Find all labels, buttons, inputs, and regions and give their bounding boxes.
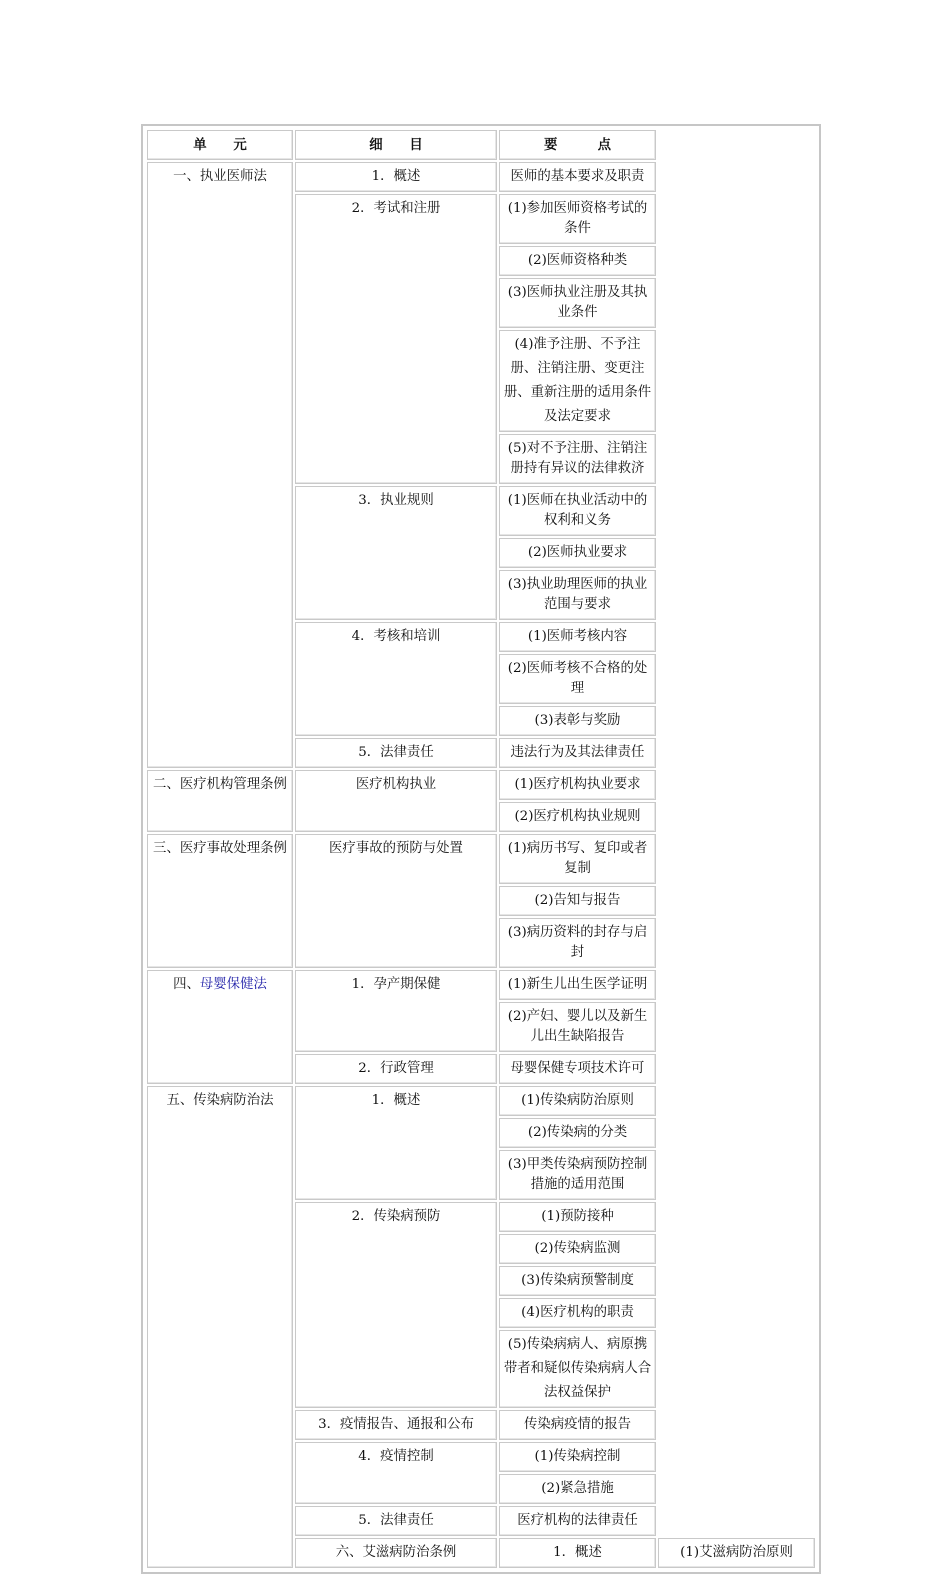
unit-cell: 一、执业医师法 [147, 162, 293, 768]
point-cell: (2)传染病监测 [499, 1234, 656, 1264]
point-cell: (1)预防接种 [499, 1202, 656, 1232]
point-cell: (3)病历资料的封存与启封 [499, 918, 656, 968]
header-detail: 细 目 [295, 130, 497, 160]
detail-cell: 5．法律责任 [295, 1506, 497, 1536]
point-cell: (2)产妇、婴儿以及新生儿出生缺陷报告 [499, 1002, 656, 1052]
unit-cell: 二、医疗机构管理条例 [147, 770, 293, 832]
detail-cell: 4．疫情控制 [295, 1442, 497, 1504]
point-cell: (1)参加医师资格考试的条件 [499, 194, 656, 244]
detail-cell: 2．考试和注册 [295, 194, 497, 484]
point-cell: (2)传染病的分类 [499, 1118, 656, 1148]
unit-cell: 五、传染病防治法 [147, 1086, 293, 1568]
point-cell: (1)传染病防治原则 [499, 1086, 656, 1116]
point-cell: (1)艾滋病防治原则 [658, 1538, 815, 1568]
header-row [147, 130, 815, 160]
detail-cell: 4．考核和培训 [295, 622, 497, 736]
header-point: 要 点 [499, 130, 656, 160]
table-row [147, 770, 815, 800]
detail-cell: 医疗机构执业 [295, 770, 497, 832]
point-cell: (4)医疗机构的职责 [499, 1298, 656, 1328]
point-cell: (3)传染病预警制度 [499, 1266, 656, 1296]
point-cell: (5)对不予注册、注销注册持有异议的法律救济 [499, 434, 656, 484]
point-cell: (1)传染病控制 [499, 1442, 656, 1472]
point-cell: (2)医师考核不合格的处理 [499, 654, 656, 704]
point-cell: (2)紧急措施 [499, 1474, 656, 1504]
point-cell: 医疗机构的法律责任 [499, 1506, 656, 1536]
syllabus-table [145, 128, 817, 1570]
point-cell: (2)医师执业要求 [499, 538, 656, 568]
point-cell: 母婴保健专项技术许可 [499, 1054, 656, 1084]
detail-cell: 5．法律责任 [295, 738, 497, 768]
point-cell: (3)表彰与奖励 [499, 706, 656, 736]
point-cell: (2)医师资格种类 [499, 246, 656, 276]
point-cell: (4)准予注册、不予注册、注销注册、变更注册、重新注册的适用条件及法定要求 [499, 330, 656, 432]
detail-cell: 1．概述 [295, 1086, 497, 1200]
point-cell: (2)医疗机构执业规则 [499, 802, 656, 832]
point-cell: (1)医疗机构执业要求 [499, 770, 656, 800]
detail-cell: 2．传染病预防 [295, 1202, 497, 1408]
unit-cell [147, 970, 293, 1084]
table-row [147, 1086, 815, 1116]
point-cell: (3)执业助理医师的执业范围与要求 [499, 570, 656, 620]
unit-prefix: 四、 [173, 977, 200, 992]
point-cell: (5)传染病病人、病原携带者和疑似传染病病人合法权益保护 [499, 1330, 656, 1408]
detail-cell: 1．孕产期保健 [295, 970, 497, 1052]
point-cell: (2)告知与报告 [499, 886, 656, 916]
point-cell: (1)新生儿出生医学证明 [499, 970, 656, 1000]
detail-cell: 3．执业规则 [295, 486, 497, 620]
syllabus-table-frame [141, 124, 821, 1574]
point-cell: 医师的基本要求及职责 [499, 162, 656, 192]
table-row [147, 970, 815, 1000]
header-unit: 单 元 [147, 130, 293, 160]
detail-cell: 3．疫情报告、通报和公布 [295, 1410, 497, 1440]
table-row [147, 834, 815, 884]
detail-cell: 医疗事故的预防与处置 [295, 834, 497, 968]
maternal-health-law-link[interactable]: 母婴保健法 [199, 977, 267, 992]
point-cell: 违法行为及其法律责任 [499, 738, 656, 768]
point-cell: (3)医师执业注册及其执业条件 [499, 278, 656, 328]
point-cell: (1)医师考核内容 [499, 622, 656, 652]
unit-cell: 六、艾滋病防治条例 [295, 1538, 497, 1568]
point-cell: (3)甲类传染病预防控制措施的适用范围 [499, 1150, 656, 1200]
detail-cell: 1．概述 [499, 1538, 656, 1568]
unit-cell: 三、医疗事故处理条例 [147, 834, 293, 968]
table-row [147, 162, 815, 192]
point-cell: (1)医师在执业活动中的权利和义务 [499, 486, 656, 536]
point-cell: (1)病历书写、复印或者复制 [499, 834, 656, 884]
point-cell: 传染病疫情的报告 [499, 1410, 656, 1440]
detail-cell: 1．概述 [295, 162, 497, 192]
detail-cell: 2．行政管理 [295, 1054, 497, 1084]
